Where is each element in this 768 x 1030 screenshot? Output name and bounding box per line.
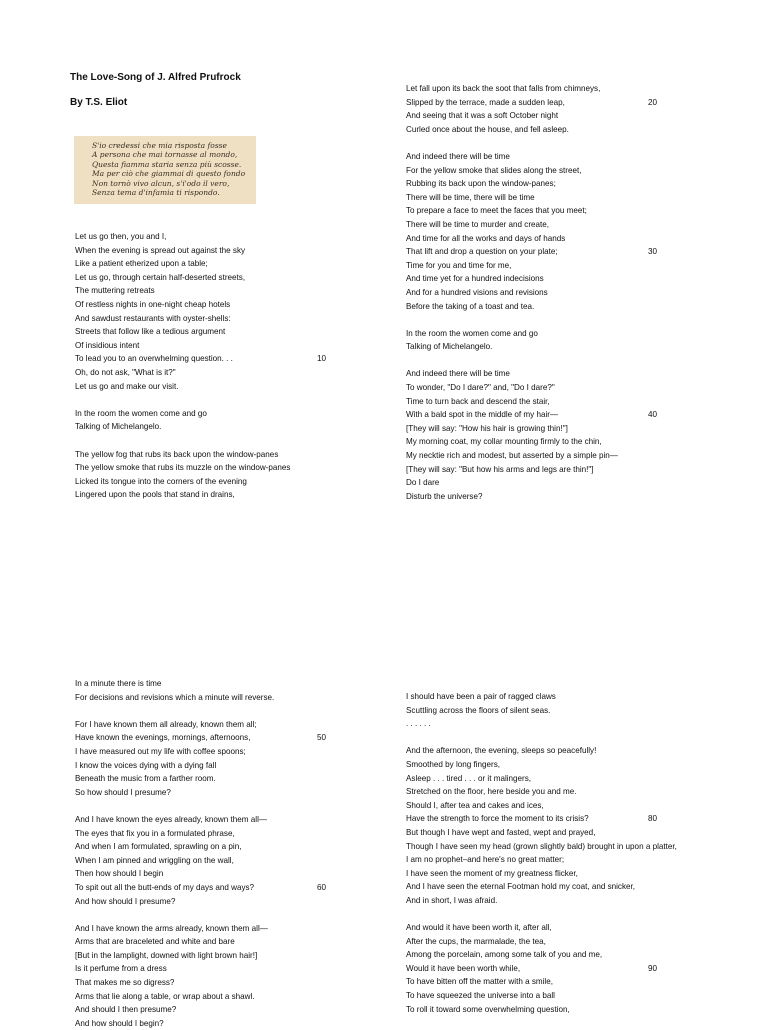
poem-line xyxy=(75,461,365,475)
poem-line xyxy=(75,922,365,936)
poem-line xyxy=(75,407,365,421)
poem-line xyxy=(75,867,365,881)
poem-line xyxy=(406,164,696,178)
page1-right-column xyxy=(406,82,696,503)
poem-line-text: And I have known the eyes already, known them all— xyxy=(75,814,267,824)
poem-line xyxy=(75,704,365,718)
poem-line xyxy=(406,989,696,1003)
poem-line-text: And when I am formulated, sprawling on a pin, xyxy=(75,842,242,852)
poem-line xyxy=(75,745,365,759)
line-number: 40 xyxy=(648,410,658,420)
poem-line-text: And for a hundred visions and revisions xyxy=(406,287,548,297)
epigraph-line: A persona che mai tornasse al mondo, xyxy=(92,150,238,160)
poem-line xyxy=(406,948,696,962)
poem-line xyxy=(406,367,696,381)
poem-line-text: Slipped by the terrace, made a sudden leap, xyxy=(406,97,565,107)
line-number: 50 xyxy=(317,733,327,743)
poem-line-text: Should I, after tea and cakes and ices, xyxy=(406,800,544,810)
poem-line-text: I have measured out my life with coffee spoons; xyxy=(75,746,246,756)
poem-line xyxy=(406,853,696,867)
poem-line xyxy=(75,990,365,1004)
poem-line xyxy=(406,354,696,368)
poem-line xyxy=(406,82,696,96)
poem-line-text: And time yet for a hundred indecisions xyxy=(406,274,544,284)
poem-line-text: [But in the lamplight, downed with light brown hair!] xyxy=(75,950,258,960)
poem-line xyxy=(75,677,365,691)
poem-line xyxy=(406,490,696,504)
poem-line xyxy=(406,204,696,218)
poem-line-text: Let us go then, you and I, xyxy=(75,232,167,241)
poem-line xyxy=(75,366,365,380)
poem-line-text: Do I dare xyxy=(406,478,440,488)
epigraph-line: Ma per ciò che giammai di questo fondo xyxy=(92,169,246,179)
poem-line xyxy=(75,854,365,868)
poem-line xyxy=(406,286,696,300)
poem-line xyxy=(406,758,696,772)
poem-line xyxy=(406,908,696,922)
poem-line-text: Of restless nights in one-night cheap hotels xyxy=(75,299,231,309)
line-number: 60 xyxy=(317,882,327,892)
poem-title: The Love-Song of J. Alfred Prufrock xyxy=(70,72,241,83)
poem-line-text: Let us go, through certain half-deserted streets, xyxy=(75,272,246,282)
poem-line xyxy=(406,731,696,745)
poem-line xyxy=(406,218,696,232)
poem-line xyxy=(406,109,696,123)
poem-line xyxy=(406,313,696,327)
poem-line-text: For I have known them all already, known them all; xyxy=(75,719,257,729)
poem-line-text: And would it have been worth it, after all, xyxy=(406,923,552,933)
poem-line xyxy=(406,191,696,205)
poem-line xyxy=(406,150,696,164)
poem-line xyxy=(75,691,365,705)
poem-line-text: To wonder, "Do I dare?" and, "Do I dare?" xyxy=(406,383,555,393)
poem-line-text: Before the taking of a toast and tea. xyxy=(406,301,535,311)
poem-line-text: Talking of Michelangelo. xyxy=(75,422,162,432)
poem-line-text: In the room the women come and go xyxy=(75,408,207,418)
poem-line xyxy=(406,177,696,191)
poem-line xyxy=(75,881,365,895)
poem-line-text: So how should I presume? xyxy=(75,787,171,797)
poem-line xyxy=(406,785,696,799)
poem-line xyxy=(406,772,696,786)
poem-line-text: I have seen the moment of my greatness flicker, xyxy=(406,868,578,878)
poem-line-text: Though I have seen my head (grown slightly bald) brought in upon a platter, xyxy=(406,841,677,851)
poem-line-text: Asleep . . . tired . . . or it malingers, xyxy=(406,773,532,783)
poem-line-text: For the yellow smoke that slides along the street, xyxy=(406,165,582,175)
poem-line xyxy=(406,272,696,286)
poem-line xyxy=(406,894,696,908)
poem-line-text: Is it perfume from a dress xyxy=(75,964,167,974)
poem-line-text: Have the strength to force the moment to its crisis? xyxy=(406,814,589,824)
poem-line-text: But though I have wept and fasted, wept and prayed, xyxy=(406,827,596,837)
poem-line-text: For decisions and revisions which a minute will reverse. xyxy=(75,692,275,702)
poem-line xyxy=(75,475,365,489)
poem-line-text: To have squeezed the universe into a ball xyxy=(406,991,555,1001)
poem-line xyxy=(406,812,696,826)
poem-line xyxy=(406,327,696,341)
poem-line-text: After the cups, the marmalade, the tea, xyxy=(406,936,546,946)
poem-line-text: And should I then presume? xyxy=(75,1005,177,1015)
poem-line xyxy=(406,449,696,463)
poem-line xyxy=(75,420,365,434)
poem-line-text: To lead you to an overwhelming question. . . xyxy=(75,354,233,364)
poem-line-text: Arms that lie along a table, or wrap about a shawl. xyxy=(75,991,255,1001)
poem-line xyxy=(75,949,365,963)
poem-line xyxy=(75,772,365,786)
poem-line-text: Time to turn back and descend the stair, xyxy=(406,396,550,406)
poem-line xyxy=(75,298,365,312)
poem-line xyxy=(406,921,696,935)
poem-line xyxy=(406,975,696,989)
epigraph-line: S'io credessi che mia risposta fosse xyxy=(92,141,227,150)
poem-line xyxy=(75,786,365,800)
poem-line-text: Beneath the music from a farther room. xyxy=(75,774,216,784)
poem-line xyxy=(75,380,365,394)
poem-line xyxy=(75,230,365,244)
poem-line xyxy=(406,259,696,273)
poem-line xyxy=(75,352,365,366)
poem-line-text: Licked its tongue into the corners of the evening xyxy=(75,476,247,486)
poem-line-text: Lingered upon the pools that stand in drains, xyxy=(75,490,235,500)
epigraph-line: Senza tema d'infamia ti rispondo. xyxy=(92,188,220,198)
poem-line xyxy=(406,840,681,854)
poem-line xyxy=(406,422,696,436)
poem-line xyxy=(406,717,696,731)
poem-line-text: The eyes that fix you in a formulated phrase, xyxy=(75,828,235,838)
poem-line-text: I know the voices dying with a dying fall xyxy=(75,760,217,770)
poem-line-text: In a minute there is time xyxy=(75,679,162,688)
poem-line xyxy=(406,880,696,894)
poem-line xyxy=(406,690,696,704)
poem-line-text: And I have known the arms already, known them all— xyxy=(75,923,268,933)
poem-line-text: Of insidious intent xyxy=(75,340,140,350)
line-number: 30 xyxy=(648,247,658,257)
poem-line xyxy=(406,463,696,477)
poem-line-text: I should have been a pair of ragged claws xyxy=(406,692,556,701)
poem-line xyxy=(406,340,696,354)
poem-line-text: My necktie rich and modest, but asserted by a simple pin— xyxy=(406,451,618,461)
poem-line xyxy=(406,826,696,840)
epigraph-image xyxy=(74,136,256,204)
poem-line xyxy=(75,271,365,285)
poem-line-text: . . . . . . xyxy=(406,719,431,729)
poem-line-text: And seeing that it was a soft October night xyxy=(406,111,559,121)
poem-line-text: And the afternoon, the evening, sleeps so peacefully! xyxy=(406,746,597,756)
poem-line xyxy=(406,799,696,813)
poem-line-text: And time for all the works and days of hands xyxy=(406,233,566,243)
page1-left-column xyxy=(75,230,365,502)
poem-line xyxy=(75,448,365,462)
poem-line-text: Time for you and time for me, xyxy=(406,260,512,270)
poem-line xyxy=(406,300,696,314)
poem-line-text: Disturb the universe? xyxy=(406,491,483,501)
poem-line xyxy=(75,312,365,326)
poem-line xyxy=(75,827,365,841)
poem-line-text: Then how should I begin xyxy=(75,869,164,879)
poem-line xyxy=(75,257,365,271)
poem-line-text: And indeed there will be time xyxy=(406,369,510,379)
poem-line xyxy=(406,136,696,150)
poem-line xyxy=(75,325,365,339)
poem-line-text: When I am pinned and wriggling on the wall, xyxy=(75,855,234,865)
poem-line xyxy=(406,232,696,246)
poem-line-text: Let fall upon its back the soot that falls from chimneys, xyxy=(406,84,601,93)
poem-line xyxy=(406,476,696,490)
poem-line xyxy=(406,395,696,409)
poem-line-text: That lift and drop a question on your plate; xyxy=(406,247,558,257)
poem-line-text: To have bitten off the matter with a smile, xyxy=(406,977,553,987)
poem-line-text: And how should I presume? xyxy=(75,896,176,906)
poem-line-text: Scuttling across the floors of silent seas. xyxy=(406,705,551,715)
line-number: 10 xyxy=(317,354,327,364)
poem-line xyxy=(75,895,365,909)
poem-line-text: The yellow smoke that rubs its muzzle on the window-panes xyxy=(75,463,291,473)
poem-line-text: And in short, I was afraid. xyxy=(406,895,498,905)
poem-line xyxy=(75,935,365,949)
page2-left-column xyxy=(75,677,365,1030)
epigraph-line: Questa fiamma staria senza più scosse. xyxy=(92,159,242,169)
poem-line-text: The yellow fog that rubs its back upon the window-panes xyxy=(75,449,279,459)
poem-line xyxy=(75,813,365,827)
poem-line-text: My morning coat, my collar mounting firmly to the chin, xyxy=(406,437,602,447)
poem-line xyxy=(75,1017,365,1030)
poem-line-text: There will be time to murder and create, xyxy=(406,219,550,229)
poem-line-text: I am no prophet–and here's no great matter; xyxy=(406,855,565,865)
poem-line xyxy=(406,435,696,449)
poem-line-text: Have known the evenings, mornings, afternoons, xyxy=(75,733,251,743)
poem-line xyxy=(406,744,696,758)
poem-line xyxy=(406,935,696,949)
poem-line xyxy=(75,244,365,258)
poem-line-text: Curled once about the house, and fell asleep. xyxy=(406,124,569,134)
line-number: 80 xyxy=(648,814,658,824)
poem-line-text: And I have seen the eternal Footman hold my coat, and snicker, xyxy=(406,882,636,892)
poem-line xyxy=(75,840,365,854)
poem-line xyxy=(406,96,696,110)
poem-line xyxy=(406,1003,696,1017)
poem-line xyxy=(75,434,365,448)
poem-line-text: [They will say: "How his hair is growing thin!"] xyxy=(406,423,568,433)
line-number: 90 xyxy=(648,963,658,973)
poem-line xyxy=(75,488,365,502)
poem-line-text: Stretched on the floor, here beside you and me. xyxy=(406,787,577,797)
poem-line-text: Arms that are braceleted and white and bare xyxy=(75,937,235,947)
poem-line xyxy=(406,381,696,395)
page2-right-column xyxy=(406,690,696,1016)
poem-line-text: The muttering retreats xyxy=(75,286,155,296)
poem-line xyxy=(406,962,696,976)
poem-line-text: To prepare a face to meet the faces that you meet; xyxy=(406,206,587,216)
poem-line xyxy=(75,976,365,990)
poem-line xyxy=(406,408,696,422)
poem-line xyxy=(406,123,696,137)
poem-line-text: There will be time, there will be time xyxy=(406,192,535,202)
poem-line xyxy=(75,1003,365,1017)
poem-line-text: And how should I begin? xyxy=(75,1018,164,1028)
poem-line xyxy=(75,393,365,407)
poem-line xyxy=(75,962,365,976)
poem-line xyxy=(75,799,365,813)
poem-line-text: And sawdust restaurants with oyster-shells: xyxy=(75,313,231,323)
poem-line-text: Would it have been worth while, xyxy=(406,963,521,973)
poem-line-text: Let us go and make our visit. xyxy=(75,381,179,391)
poem-line-text: Like a patient etherized upon a table; xyxy=(75,259,208,269)
poem-line-text: Rubbing its back upon the window-panes; xyxy=(406,179,556,189)
poem-line-text: To roll it toward some overwhelming question, xyxy=(406,1004,570,1014)
epigraph-line: Non tornò vivo alcun, s'i'odo il vero, xyxy=(92,178,230,188)
poem-line-text: Oh, do not ask, "What is it?" xyxy=(75,367,176,377)
poem-line xyxy=(406,867,696,881)
poem-line-text: To spit out all the butt-ends of my days and ways? xyxy=(75,882,255,892)
poem-line xyxy=(406,245,696,259)
poem-line xyxy=(75,718,365,732)
poem-line xyxy=(75,731,365,745)
poem-line-text: That makes me so digress? xyxy=(75,978,175,988)
poem-line xyxy=(75,908,365,922)
poem-line xyxy=(75,284,365,298)
poem-line xyxy=(75,339,365,353)
poem-line xyxy=(75,759,365,773)
poem-line-text: Smoothed by long fingers, xyxy=(406,759,501,769)
poem-line-text: In the room the women come and go xyxy=(406,328,538,338)
poem-line-text: Streets that follow like a tedious argument xyxy=(75,327,226,337)
poem-line-text: Among the porcelain, among some talk of you and me, xyxy=(406,950,603,960)
line-number: 20 xyxy=(648,97,658,107)
poem-line xyxy=(406,704,696,718)
poem-line-text: Talking of Michelangelo. xyxy=(406,342,493,352)
poem-line-text: And indeed there will be time xyxy=(406,151,510,161)
poem-author: By T.S. Eliot xyxy=(70,97,128,108)
poem-line-text: When the evening is spread out against the sky xyxy=(75,245,246,255)
poem-line-text: With a bald spot in the middle of my hair— xyxy=(406,410,559,420)
poem-line-text: [They will say: "But how his arms and legs are thin!"] xyxy=(406,464,594,474)
